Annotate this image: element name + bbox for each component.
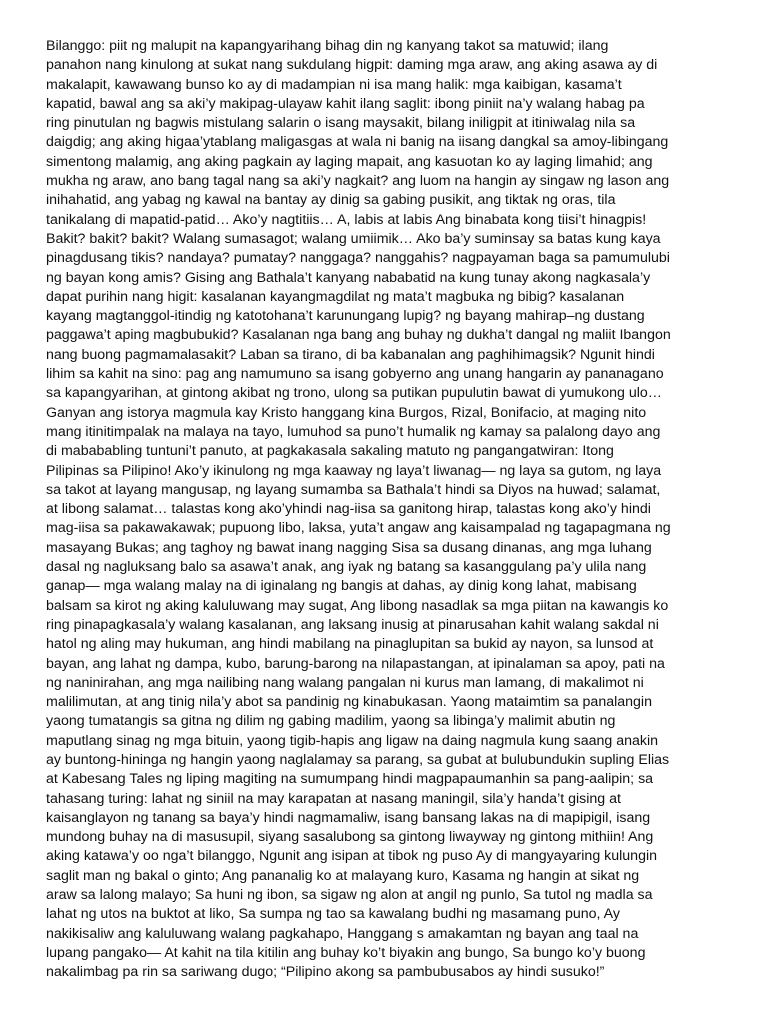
text-line: ay buntong-hininga ng hangin yaong naglalamay sa parang, sa gubat at bulubundukin supling Elias (46, 751, 670, 768)
poem-text-block (46, 37, 728, 983)
text-line: sa kapangyarihan, at gintong akibat ng trono, ulong sa putikan pupulutin bawat di yumukong ulo… (46, 385, 662, 402)
text-line: ganap— mga walang malay na di iginalang ng bangis at dahas, ay dinig kong lahat, mabisang (46, 578, 637, 595)
text-line: hatol ng aling may hukuman, ang hindi mabilang na pinaglupitan sa bukid ay nayon, sa lunsod at (46, 636, 654, 653)
text-line: lihim sa kahit na sino: pag ang namumuno sa isang gobyerno ang unang hangarin ay pananagano (46, 366, 664, 383)
text-line: yaong tumatangis sa gitna ng dilim ng gabing madilim, yaong sa libinga’y malimit abutin ng (46, 713, 616, 730)
text-line: paggawa’t aping magbubukid? Kasalanan nga bang ang buhay ng dukha’t dangal ng maliit Ibangon (46, 327, 671, 344)
text-line: mundong buhay na di masusupil, siyang sasalubong sa gintong liwayway ng gintong mithiin! Ang (46, 829, 654, 846)
text-line: kayang magtanggol-itindig ng katotohana’t karunungang lupig? ng bayang mahirap–ng dustang (46, 308, 645, 325)
text-line: makalapit, kawawang bunso ko ay di madampian ni isa mang halik: mga kaibigan, kasama’t (46, 76, 622, 93)
text-line: Bakit? bakit? bakit? Walang sumasagot; walang umiimik… Ako ba’y suminsay sa batas kung kaya (46, 230, 661, 247)
text-line: lahat ng utos na buktot at liko, Sa sumpa ng tao sa kawalang budhi ng masamang puno, Ay (46, 906, 620, 923)
text-line: araw sa lalong malayo; Sa huni ng ibon, sa sigaw ng alon at angil ng punlo, Sa tutol ng madla sa (46, 887, 653, 904)
text-line: mukha ng araw, ano bang tagal nang sa aki’y nagkait? ang luom na hangin ay singaw ng lason ang (46, 173, 670, 190)
text-line: at libong salamat… talastas kong ako’yhindi nag-iisa sa ganitong hirap, talastas kong ako’y hindi (46, 501, 651, 518)
text-line: pinagdusang tikis? nandaya? pumatay? nanggaga? nanggahis? nagpayaman baga sa pamumulubi (46, 250, 670, 267)
text-line: di mabababling tuntuni’t panuto, at pagkakasala sakaling matuto ng pangangatwiran: Itong (46, 443, 614, 460)
text-line: bayan, ang lahat ng dampa, kubo, barung-barong na nilapastangan, at ipinalaman sa apoy, pati na (46, 655, 665, 672)
text-line: simentong malamig, ang aking pagkain ay laging mapait, ang kasuotan ko ay laging limahid; ang (46, 153, 653, 170)
text-line: aking katawa’y oo nga’t bilanggo, Ngunit ang isipan at tibok ng puso Ay di mangyayaring kulungin (46, 848, 657, 865)
text-line: tanikalang di mapatid-patid… Ako’y nagtitiis… A, labis at labis Ang binabata kong tiisi’t hinagpis! (46, 211, 647, 228)
text-line: daigdig; ang aking higaa’ytablang maligasgas at wala ni banig na iisang dangkal sa amoy-libingang (46, 134, 669, 151)
text-line: kapatid, bawal ang sa aki’y makipag-ulayaw kahit ilang saglit: ibong piniit na’y walang habag pa (46, 95, 645, 112)
text-line: at Kabesang Tales ng liping magiting na sumumpang hindi magpapaumanhin sa pang-aalipin; sa (46, 771, 654, 788)
text-line: kaisanglayon ng tanang sa baya’y hindi nagmamaliw, isang bansang lakas na di mapipigil, isang (46, 809, 651, 826)
text-line: sa takot at layang mangusap, ng layang sumamba sa Bathala’t hindi sa Diyos na huwad; salamat, (46, 481, 661, 498)
text-line: nakalimbag pa rin sa sariwang dugo; “Pilipino akong sa pambubusabos ay hindi susuko!” (46, 964, 605, 981)
text-line: masayang Bukas; ang taghoy ng bawat inang nagging Sisa sa dusang dinanas, ang mga luhang (46, 539, 652, 556)
text-line: ng bayan kong amis? Gising ang Bathala’t kanyang nababatid na kung tunay akong nagkasala’y (46, 269, 651, 286)
text-line: ring pinapagkasala’y walang kasalanan, ang laksang inusig at pinarusahan kahit walang sakdal ni (46, 616, 659, 633)
text-line: panahon nang kinulong at sukat nang sukdulang higpit: daming mga araw, ang aking asawa ay di (46, 57, 658, 74)
text-line: nang buong pagmamalasakit? Laban sa tirano, di ba kabanalan ang paghihimagsik? Ngunit hindi (46, 346, 655, 363)
text-line: tahasang turing: lahat ng siniil na may karapatan at nasang maningil, sila’y handa’t gising at (46, 790, 621, 807)
text-line: maputlang sinag ng mga bituin, yaong tigib-hapis ang ligaw na daing nagmula kung saang anakin (46, 732, 659, 749)
text-line: malilimutan, at ang tinig nila’y abot sa pandinig ng kinabukasan. Yaong mataimtim sa panalangin (46, 694, 652, 711)
text-line: mag-iisa sa pakawakawak; pupuong libo, laksa, yuta’t angaw ang kaisampalad ng tagapagmana ng (46, 520, 671, 537)
text-line: Bilanggo: piit ng malupit na kapangyarihang bihag din ng kanyang takot sa matuwid; ilang (46, 38, 609, 54)
text-line: saglit man ng bakal o ginto; Ang pananalig ko at malayang kuro, Kasama ng hangin at sikat ng (46, 867, 640, 884)
text-line: lupang pangako— At kahit na tila kitilin ang buhay ko’t biyakin ang bungo, Sa bungo ko’y buong (46, 944, 646, 961)
text-line: Ganyan ang istorya magmula kay Kristo hanggang kina Burgos, Rizal, Bonifacio, at maging nito (46, 404, 647, 421)
text-line: dapat purihin nang higit: kasalanan kayangmagdilat ng mata’t magbuka ng bibig? kasalanan (46, 288, 625, 305)
text-line: inihahatid, ang yabag ng kawal na bantay ay dinig sa gabing pusikit, ang tiktak ng oras, tila (46, 192, 616, 209)
text-line: balsam sa kirot ng aking kaluluwang may sugat, Ang libong nasadlak sa mga piitan na kawangis ko (46, 597, 669, 614)
text-line: ng naninirahan, ang mga nailibing nang walang pangalan ni kurus man lamang, di makalimot ni (46, 674, 644, 691)
text-line: ring pinutulan ng bagwis mistulang salarin o isang maysakit, bilang iniligpit at itiniwalag nila sa (46, 115, 636, 132)
text-line: Pilipinas sa Pilipino! Ako’y ikinulong ng mga kaaway ng laya’t liwanag— ng laya sa gutom, ng laya (46, 462, 662, 479)
text-line: nakikisaliw ang kaluluwang walang pagkahapo, Hanggang s amakamtan ng bayan ang taal na (46, 925, 639, 942)
text-line: mang itinitimpalak na malaya na tayo, lumuhod sa puno’t humalik ng kamay sa palalong dayo ang (46, 423, 661, 440)
text-line: dasal ng nagluksang balo sa asawa’t anak, ang iyak ng batang sa kasanggulang pa’y ulila nang (46, 559, 647, 576)
